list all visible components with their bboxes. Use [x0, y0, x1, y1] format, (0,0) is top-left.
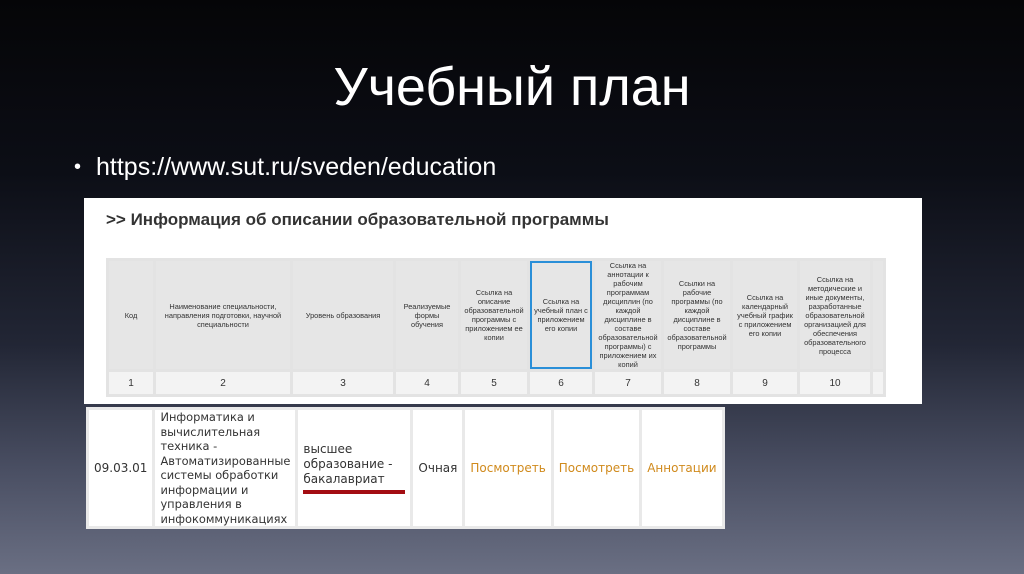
bullet-url: https://www.sut.ru/sveden/education: [96, 153, 497, 181]
program-specialty: [155, 410, 295, 526]
section-heading: >> Информация об описании образовательной программы: [106, 210, 609, 229]
column-number: 10: [800, 372, 870, 394]
bullet-dot-icon: •: [74, 156, 82, 178]
screenshot-program-row: [86, 407, 717, 526]
table-row: [89, 410, 722, 526]
study-plan-link[interactable]: Посмотреть: [554, 410, 639, 526]
column-header-code: Код: [109, 261, 153, 369]
bullet-item: [74, 153, 496, 182]
column-header-methodical-docs: Ссылка на методические и иные документы, разработанные образовательной организацией для обеспечения образовательного процесса: [800, 261, 870, 369]
red-underline: [303, 490, 405, 494]
description-link[interactable]: Посмотреть: [465, 410, 550, 526]
program-level: [298, 410, 410, 526]
slide-title: Учебный план: [333, 57, 691, 117]
column-header-level: Уровень образования: [293, 261, 393, 369]
annotations-link[interactable]: Аннотации: [642, 410, 721, 526]
column-header-specialty: Наименование специальности, направления подготовки, научной специальности: [156, 261, 290, 369]
column-number: 2: [156, 372, 290, 394]
column-number: 1: [109, 372, 153, 394]
column-number: 8: [664, 372, 730, 394]
column-number: [873, 372, 883, 394]
column-header-plan-link: Ссылка на учебный план с приложением его копии: [530, 261, 592, 369]
column-header-description-link: Ссылка на описание образовательной программы с приложением ее копии: [461, 261, 527, 369]
column-number: 4: [396, 372, 458, 394]
column-number: 7: [595, 372, 661, 394]
column-header-annotations-link: Ссылка на аннотации к рабочим программам дисциплин (по каждой дисциплине в составе образовательной программы) с приложением их копий: [595, 261, 661, 369]
column-header-schedule-link: Ссылка на календарный учебный график с приложением его копии: [733, 261, 797, 369]
column-number: 3: [293, 372, 393, 394]
header-table: [106, 258, 886, 397]
column-header-forms: Реализуемые формы обучения: [396, 261, 458, 369]
program-level-text: высшее образование - бакалавриат: [303, 442, 393, 486]
column-header-work-programs-link: Ссылки на рабочие программы (по каждой дисциплине в составе образовательной программы: [664, 261, 730, 369]
column-number: 6: [530, 372, 592, 394]
screenshot-header-table: [84, 198, 922, 404]
column-number: 5: [461, 372, 527, 394]
column-header-overflow: [873, 261, 883, 369]
column-number: 9: [733, 372, 797, 394]
program-specialty-text: Информатика и вычислительная техника - Автоматизированные системы обработки информации и управления в инфокоммуникациях: [160, 410, 291, 526]
program-code: 09.03.01: [89, 410, 152, 526]
program-table: [86, 407, 725, 529]
program-form: Очная: [413, 410, 462, 526]
